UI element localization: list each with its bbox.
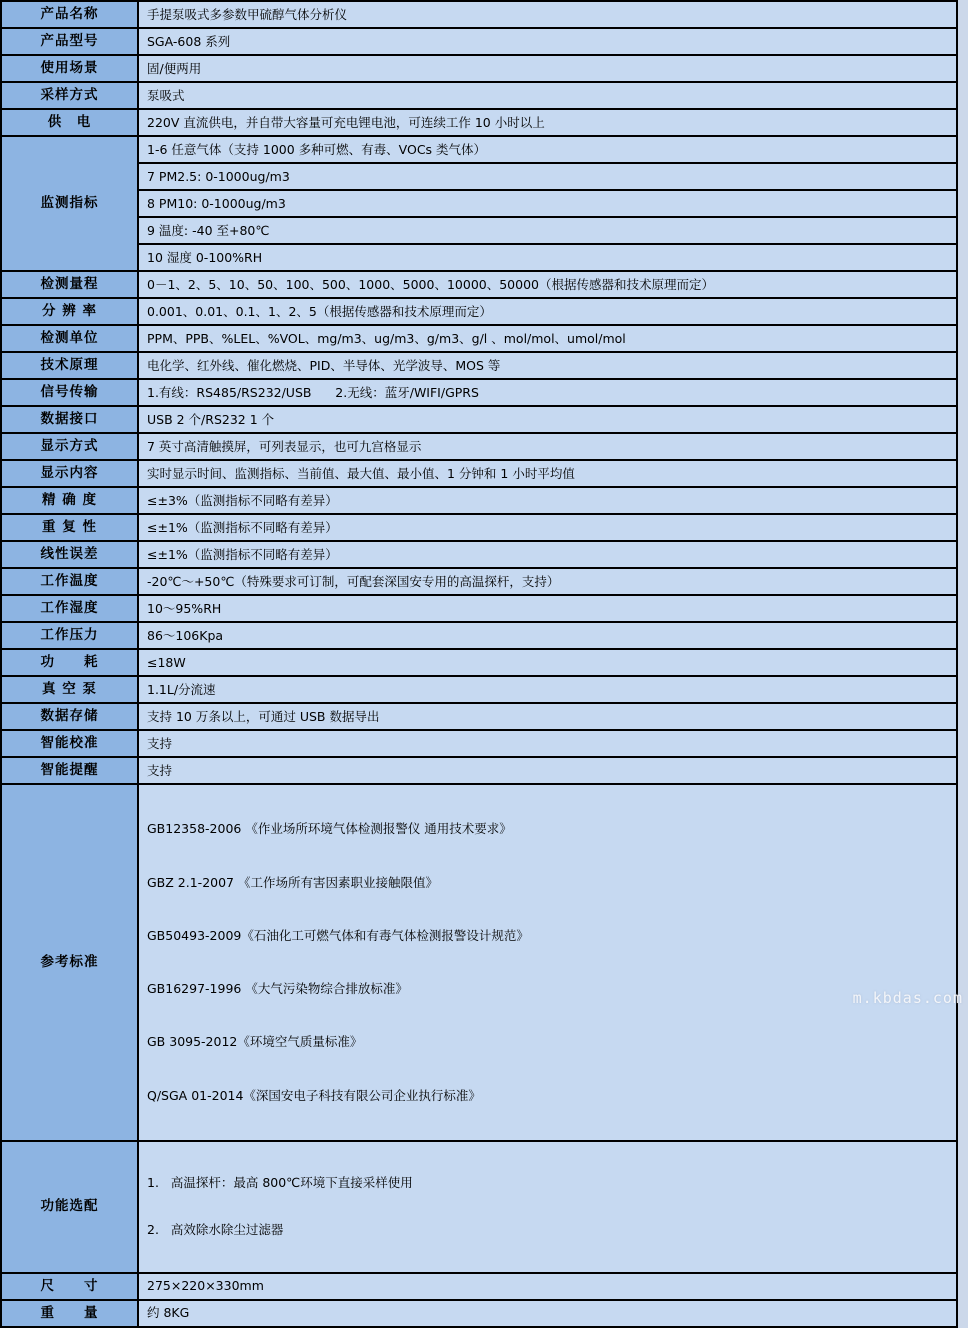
spec-label: 检测单位: [1, 325, 138, 352]
spec-value: 10～95%RH: [138, 595, 957, 622]
table-row: [1, 1273, 957, 1300]
spec-value: 220V 直流供电，并自带大容量可充电锂电池，可连续工作 10 小时以上: [138, 109, 957, 136]
spec-value: ≤±1%（监测指标不同略有差异）: [138, 541, 957, 568]
spec-label: 分 辨 率: [1, 298, 138, 325]
table-row: [1, 649, 957, 676]
spec-label: 显示方式: [1, 433, 138, 460]
spec-value: 实时显示时间、监测指标、当前值、最大值、最小值、1 分钟和 1 小时平均值: [138, 460, 957, 487]
table-row: [1, 514, 957, 541]
table-row: [1, 622, 957, 649]
standard-line: Q/SGA 01-2014《深国安电子科技有限公司企业执行标准》: [147, 1087, 481, 1103]
table-row-optional-features: [1, 1141, 957, 1273]
table-row: [1, 325, 957, 352]
spec-value: [138, 1141, 957, 1273]
spec-value: 9 温度: -40 至+80℃: [138, 217, 957, 244]
spec-label: 产品型号: [1, 28, 138, 55]
table-row: [1, 703, 957, 730]
table-row-reference-standards: [1, 784, 957, 1141]
table-row-monitor-indicators: [1, 136, 957, 163]
spec-label: 真 空 泵: [1, 676, 138, 703]
spec-label: 功 耗: [1, 649, 138, 676]
spec-value: 约 8KG: [138, 1300, 957, 1327]
table-row: [1, 487, 957, 514]
standard-line: GB16297-1996 《大气污染物综合排放标准》: [147, 981, 408, 996]
spec-label: 数据存储: [1, 703, 138, 730]
standard-line: GBZ 2.1-2007 《工作场所有害因素职业接触限值》: [147, 874, 438, 890]
table-row: [1, 217, 957, 244]
spec-label: 供 电: [1, 109, 138, 136]
standard-line: GB50493-2009《石油化工可燃气体和有毒气体检测报警设计规范》: [147, 927, 529, 943]
spec-value: 10 湿度 0-100%RH: [138, 244, 957, 271]
spec-value: 8 PM10: 0-1000ug/m3: [138, 190, 957, 217]
spec-value: 86～106Kpa: [138, 622, 957, 649]
table-row: [1, 730, 957, 757]
spec-value: 支持: [138, 730, 957, 757]
spec-value: 0.001、0.01、0.1、1、2、5（根据传感器和技术原理而定）: [138, 298, 957, 325]
table-row: [1, 55, 957, 82]
watermark: m.kbdas.com: [852, 989, 963, 1007]
standard-line: GB 3095-2012《环境空气质量标准》: [147, 1034, 363, 1050]
spec-value: 7 PM2.5: 0-1000ug/m3: [138, 163, 957, 190]
table-row: [1, 1, 957, 28]
table-row: [1, 676, 957, 703]
spec-label: 数据接口: [1, 406, 138, 433]
table-row: [1, 190, 957, 217]
spec-label: 尺 寸: [1, 1273, 138, 1300]
spec-label: 功能选配: [1, 1141, 138, 1273]
option-line: 1. 高温探杆：最高 800℃环境下直接采样使用: [147, 1175, 413, 1190]
spec-value: ≤±1%（监测指标不同略有差异）: [138, 514, 957, 541]
spec-value: 275×220×330mm: [138, 1273, 957, 1300]
spec-label: 智能校准: [1, 730, 138, 757]
spec-label: 监测指标: [1, 136, 138, 271]
spec-value: 1.1L/分流速: [138, 676, 957, 703]
spec-value: 7 英寸高清触摸屏，可列表显示，也可九宫格显示: [138, 433, 957, 460]
spec-label: 工作湿度: [1, 595, 138, 622]
spec-label: 检测量程: [1, 271, 138, 298]
spec-value: 支持 10 万条以上，可通过 USB 数据导出: [138, 703, 957, 730]
spec-value: 1.有线：RS485/RS232/USB 2.无线：蓝牙/WIFI/GPRS: [138, 379, 957, 406]
table-row: [1, 271, 957, 298]
table-row: [1, 28, 957, 55]
spec-label: 重 复 性: [1, 514, 138, 541]
spec-label: 智能提醒: [1, 757, 138, 784]
spec-value: USB 2 个/RS232 1 个: [138, 406, 957, 433]
table-row: [1, 757, 957, 784]
table-row: [1, 1300, 957, 1327]
spec-value: 手提泵吸式多参数甲硫醇气体分析仪: [138, 1, 957, 28]
table-row: [1, 82, 957, 109]
table-row: [1, 379, 957, 406]
spec-label: 信号传输: [1, 379, 138, 406]
spec-label: 工作压力: [1, 622, 138, 649]
spec-value: [138, 784, 957, 1141]
table-row: [1, 298, 957, 325]
table-row: [1, 406, 957, 433]
table-row: [1, 460, 957, 487]
spec-label: 精 确 度: [1, 487, 138, 514]
table-row: [1, 595, 957, 622]
spec-label: 工作温度: [1, 568, 138, 595]
spec-label: 技术原理: [1, 352, 138, 379]
table-row: [1, 244, 957, 271]
spec-label: 线性误差: [1, 541, 138, 568]
spec-label: 采样方式: [1, 82, 138, 109]
spec-value: 电化学、红外线、催化燃烧、PID、半导体、光学波导、MOS 等: [138, 352, 957, 379]
spec-value: ≤±3%（监测指标不同略有差异）: [138, 487, 957, 514]
spec-value: 泵吸式: [138, 82, 957, 109]
spec-label: 产品名称: [1, 1, 138, 28]
spec-value: 0－1、2、5、10、50、100、500、1000、5000、10000、50000（根据传感器和技术原理而定）: [138, 271, 957, 298]
spec-value: SGA-608 系列: [138, 28, 957, 55]
spec-label: 重 量: [1, 1300, 138, 1327]
table-row: [1, 541, 957, 568]
table-row: [1, 109, 957, 136]
table-row: [1, 568, 957, 595]
spec-value: PPM、PPB、%LEL、%VOL、mg/m3、ug/m3、g/m3、g/l 、mol/mol、umol/mol: [138, 325, 957, 352]
table-row: [1, 163, 957, 190]
spec-value: 1-6 任意气体（支持 1000 多种可燃、有毒、VOCs 类气体）: [138, 136, 957, 163]
option-line: 2. 高效除水除尘过滤器: [147, 1222, 284, 1238]
spec-value: -20℃～+50℃（特殊要求可订制，可配套深国安专用的高温探杆，支持）: [138, 568, 957, 595]
spec-value: 固/便两用: [138, 55, 957, 82]
table-row: [1, 433, 957, 460]
table-row: [1, 352, 957, 379]
spec-label: 参考标准: [1, 784, 138, 1141]
standard-line: GB12358-2006 《作业场所环境气体检测报警仪 通用技术要求》: [147, 821, 512, 837]
spec-value: 支持: [138, 757, 957, 784]
spec-label: 显示内容: [1, 460, 138, 487]
spec-label: 使用场景: [1, 55, 138, 82]
spec-value: ≤18W: [138, 649, 957, 676]
